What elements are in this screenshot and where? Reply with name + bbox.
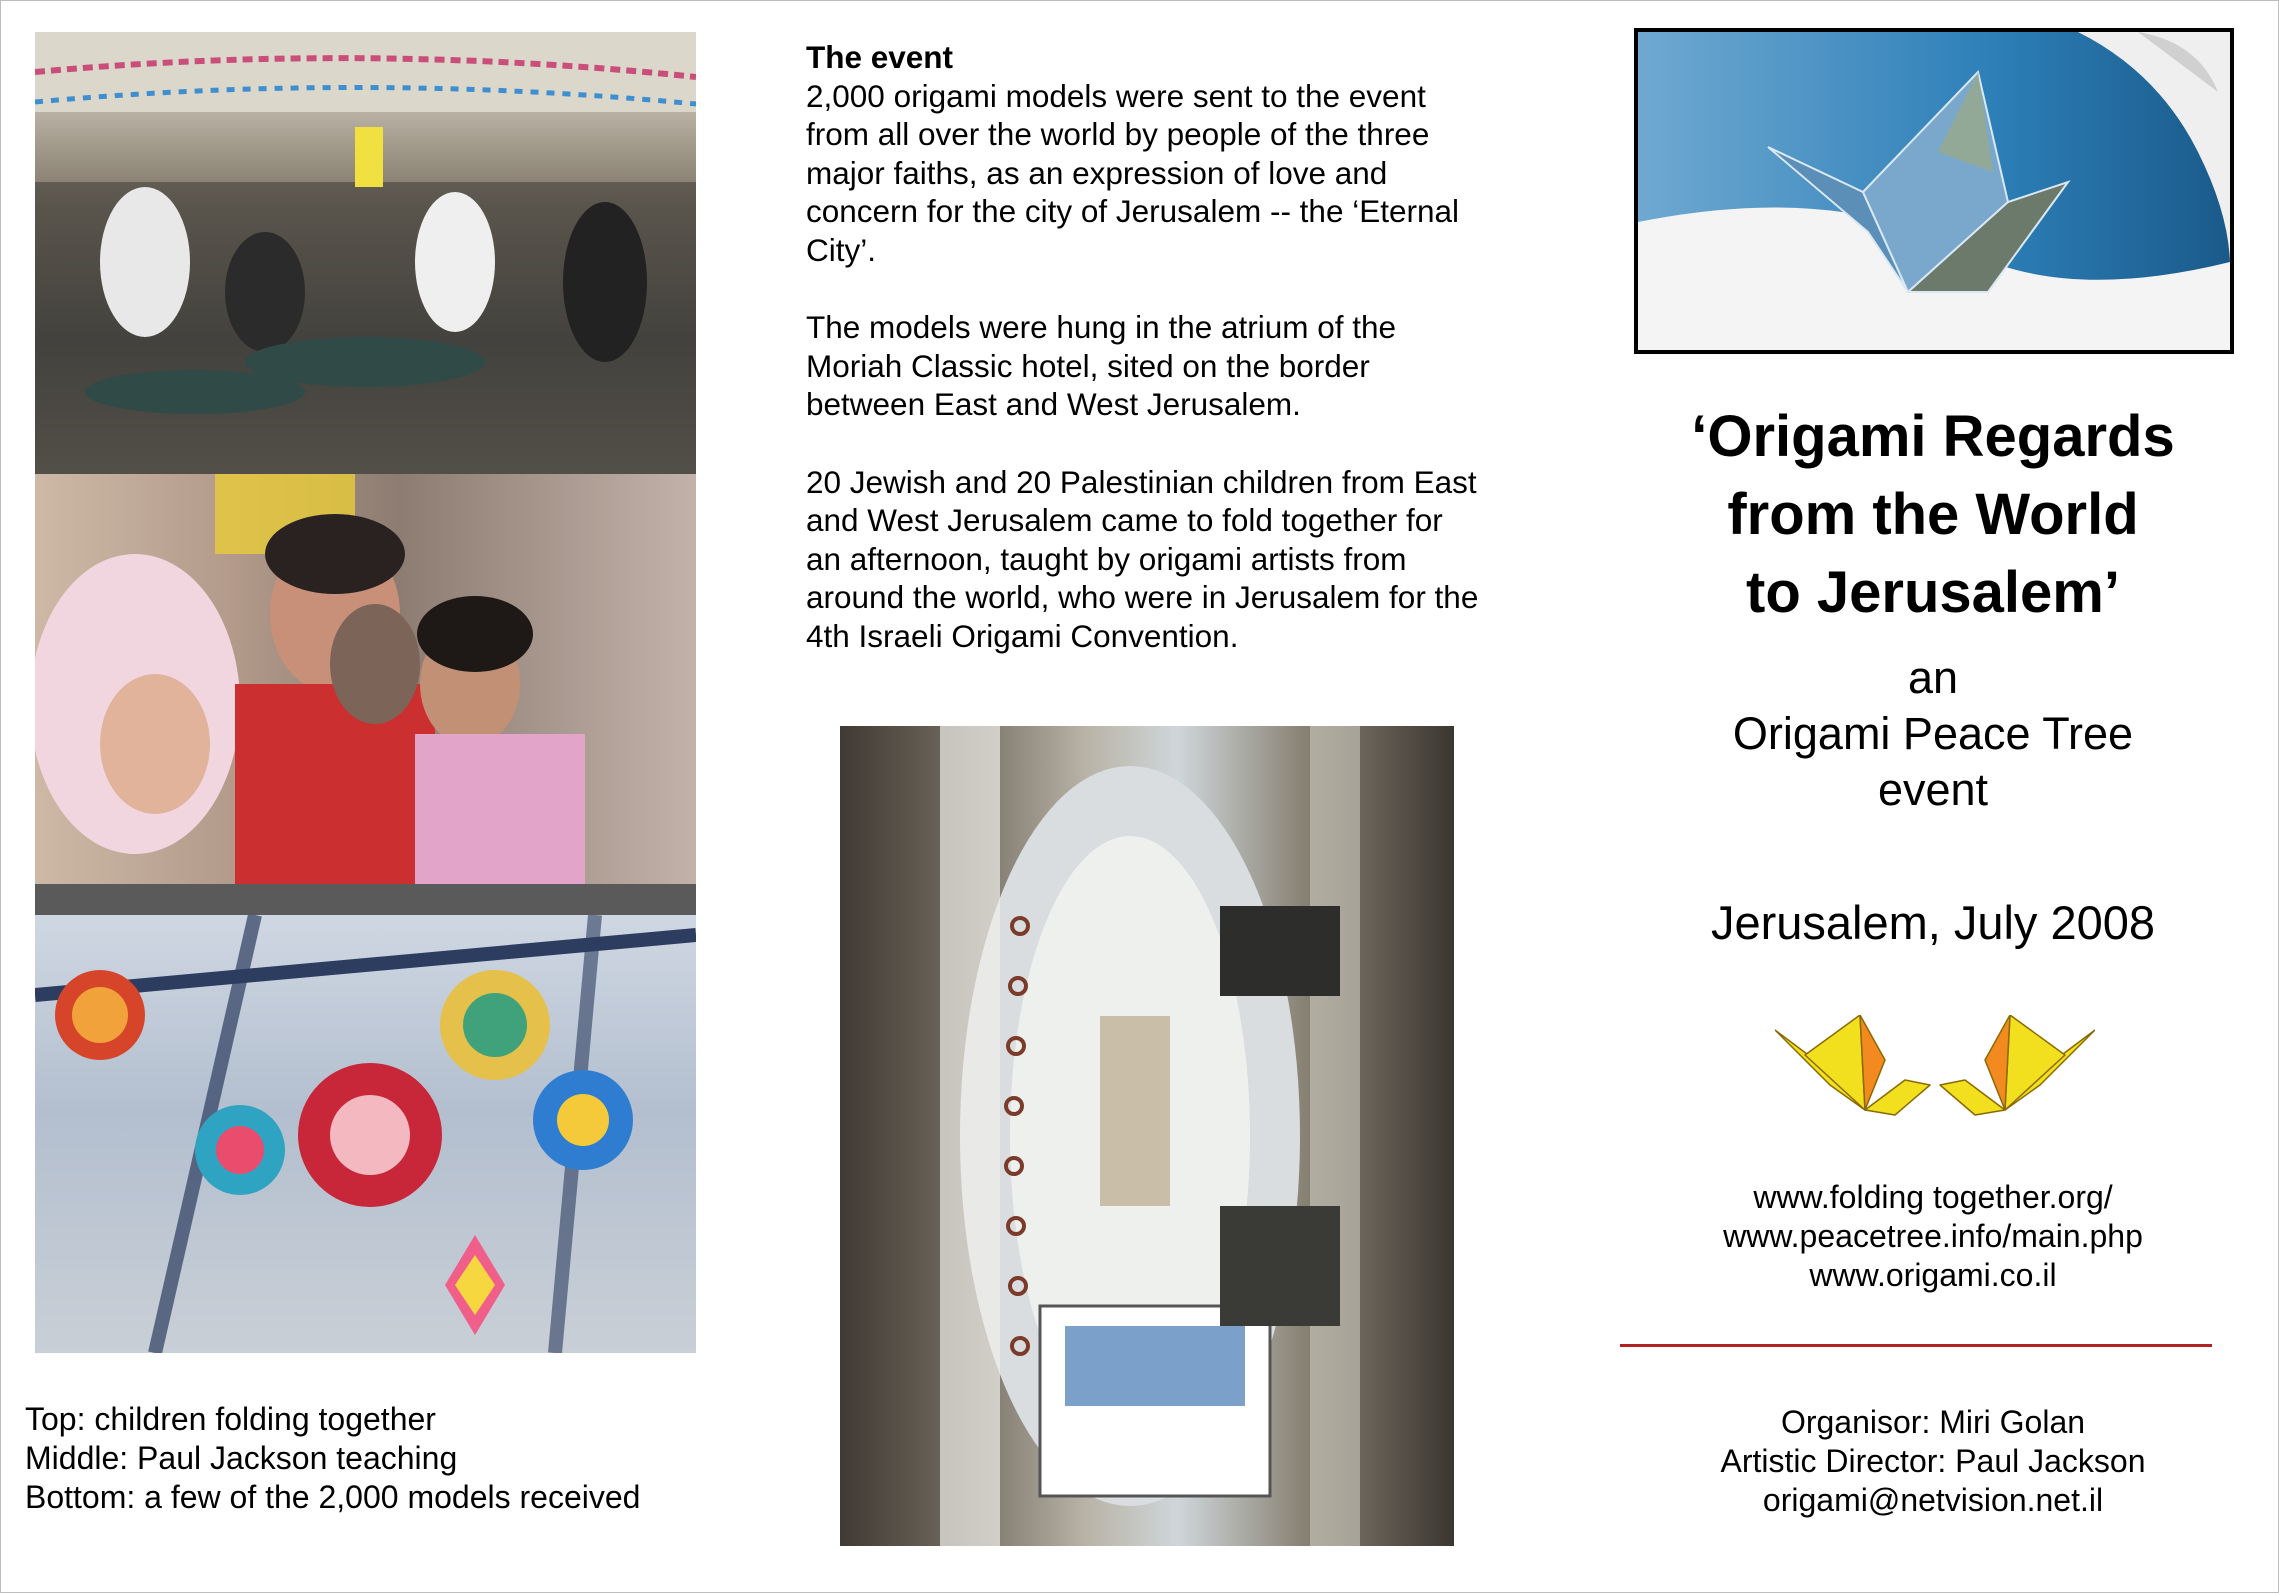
link-peacetree[interactable]: www.peacetree.info/main.php xyxy=(1723,1218,2143,1254)
event-subtitle xyxy=(1600,650,2266,818)
photo-caption xyxy=(25,1400,640,1517)
contact-email[interactable]: origami@netvision.net.il xyxy=(1762,1482,2104,1518)
crane-cover-image xyxy=(1634,28,2234,354)
subtitle-line-2: Origami Peace Tree xyxy=(1732,708,2134,759)
event-paragraph-3: 20 Jewish and 20 Palestinian children from East and West Jerusalem came to fold together for an afternoon, taught by origami artists from around the world, who were in Jerusalem for the 4th Israeli Origami Convention. xyxy=(806,463,1479,654)
photo-paul-jackson-teaching xyxy=(35,474,696,915)
caption-bottom: Bottom: a few of the 2,000 models received xyxy=(25,1479,641,1515)
event-heading: The event xyxy=(806,39,954,75)
link-origami-co-il[interactable]: www.origami.co.il xyxy=(1809,1257,2057,1293)
event-description xyxy=(806,38,1486,694)
link-folding-together[interactable]: www.folding together.org/ xyxy=(1753,1179,2113,1215)
photo-children-folding xyxy=(35,32,696,474)
caption-middle: Middle: Paul Jackson teaching xyxy=(25,1440,458,1476)
credit-organisor: Organisor: Miri Golan xyxy=(1780,1404,2086,1440)
credit-artistic-director: Artistic Director: Paul Jackson xyxy=(1720,1443,2146,1479)
title-line-3: to Jerusalem’ xyxy=(1746,560,2120,625)
subtitle-line-3: event xyxy=(1877,764,1989,815)
red-divider xyxy=(1620,1344,2212,1347)
title-line-2: from the World xyxy=(1727,482,2139,547)
website-links xyxy=(1600,1178,2266,1295)
event-date: Jerusalem, July 2008 xyxy=(1710,896,2156,949)
event-paragraph-1: 2,000 origami models were sent to the event from all over the world by people of the three major faiths, as an expression of love and concern for the city of Jerusalem -- the ‘Eternal City’. xyxy=(806,77,1460,268)
event-title xyxy=(1600,398,2266,632)
caption-top: Top: children folding together xyxy=(25,1401,436,1437)
title-line-1: ‘Origami Regards xyxy=(1691,404,2175,469)
subtitle-line-1: an xyxy=(1907,652,1959,703)
event-paragraph-2: The models were hung in the atrium of the Moriah Classic hotel, sited on the border between East and West Jerusalem. xyxy=(806,309,1397,423)
credits xyxy=(1600,1403,2266,1520)
photo-origami-models xyxy=(35,915,696,1353)
photo-atrium-models xyxy=(840,726,1454,1546)
paper-cranes-icon xyxy=(1775,1015,2095,1125)
